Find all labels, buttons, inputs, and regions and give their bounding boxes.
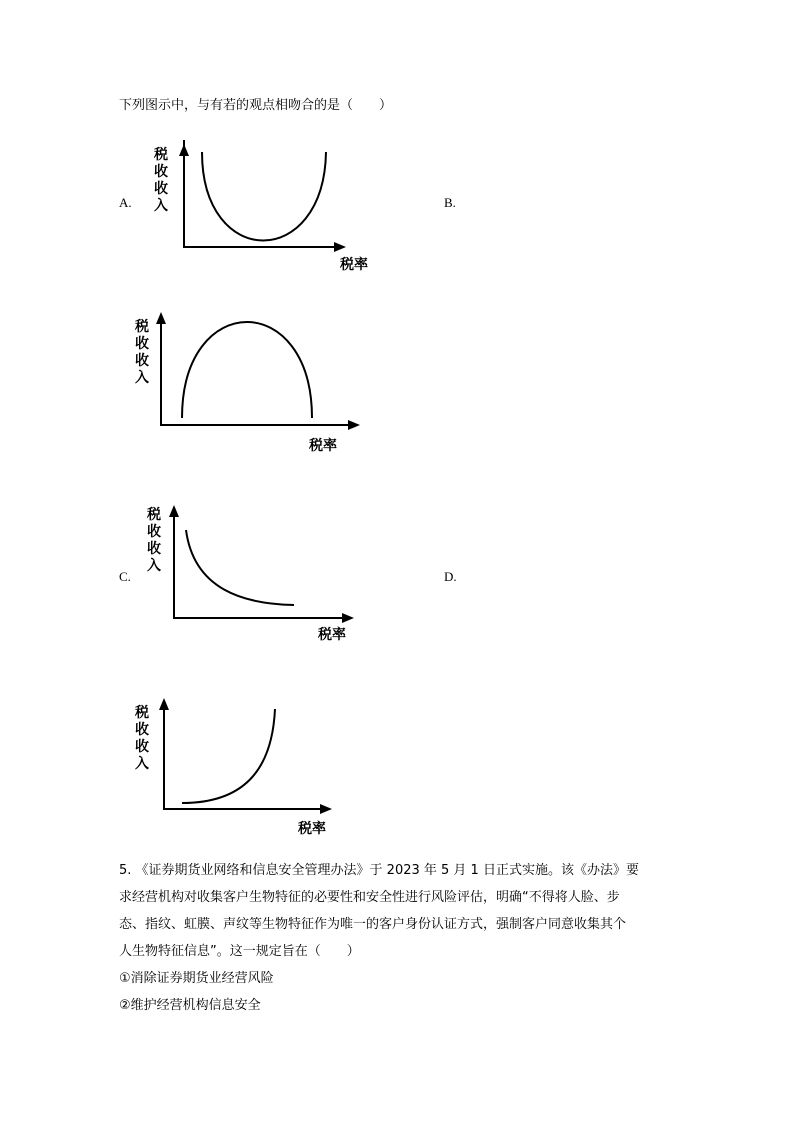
y-label-char: 收	[135, 336, 149, 352]
option-c-label: C.	[119, 569, 131, 584]
y-label-char: 收	[135, 739, 149, 755]
y-label-char: 税	[135, 705, 149, 721]
y-label-char: 收	[147, 541, 161, 557]
question-stem: 下列图示中，与有若的观点相吻合的是（ ）	[119, 98, 393, 113]
question-5-choice: ②维护经营机构信息安全	[119, 998, 261, 1013]
option-d-label: D.	[444, 569, 457, 584]
y-label-char: 收	[147, 524, 161, 540]
x-label: 税率	[309, 438, 337, 454]
question-5-line: 求经营机构对收集客户生物特征的必要性和安全性进行风险评估，明确“不得将人脸、步	[119, 890, 620, 905]
y-label-char: 入	[135, 370, 149, 386]
option-c-graph	[144, 500, 384, 650]
y-label-char: 税	[135, 319, 149, 335]
question-5-choice: ①消除证券期货业经营风险	[119, 971, 274, 986]
y-label-char: 收	[135, 722, 149, 738]
y-label-char: 税	[147, 507, 161, 523]
curve-inverted-u	[182, 322, 312, 418]
y-axis-arrow-icon	[156, 312, 166, 324]
curve-decreasing	[186, 530, 294, 605]
x-label: 税率	[318, 627, 346, 643]
y-axis-arrow-icon	[179, 144, 189, 156]
curve-increasing	[182, 709, 275, 803]
curve-u-shape	[202, 152, 326, 241]
y-label-char: 入	[147, 558, 161, 574]
option-a-label: A.	[119, 195, 132, 210]
question-5-line: 人生物特征信息”。这一规定旨在（ ）	[119, 944, 360, 959]
x-axis-arrow-icon	[334, 242, 346, 252]
y-axis-arrow-icon	[169, 505, 179, 517]
option-a-graph	[150, 140, 390, 280]
y-label-char: 收	[154, 181, 168, 197]
x-axis-arrow-icon	[342, 613, 354, 623]
y-label-char: 入	[154, 198, 168, 214]
y-label-char: 收	[135, 353, 149, 369]
y-label-char: 入	[135, 756, 149, 772]
question-5-line: 5. 《证券期货业网络和信息安全管理办法》于 2023 年 5 月 1 日正式实施。该《办法》要	[119, 863, 639, 878]
option-d-graph	[132, 692, 372, 842]
y-label-char: 税	[154, 147, 168, 163]
x-label: 税率	[298, 821, 326, 837]
x-axis-arrow-icon	[320, 804, 332, 814]
y-label-char: 收	[154, 164, 168, 180]
y-axis-arrow-icon	[159, 698, 169, 710]
option-b-label: B.	[444, 195, 456, 210]
question-5-line: 态、指纹、虹膜、声纹等生物特征作为唯一的客户身份认证方式，强制客户同意收集其个	[119, 917, 627, 932]
x-axis-arrow-icon	[348, 420, 360, 430]
option-b-graph	[132, 310, 372, 460]
x-label: 税率	[340, 257, 368, 273]
